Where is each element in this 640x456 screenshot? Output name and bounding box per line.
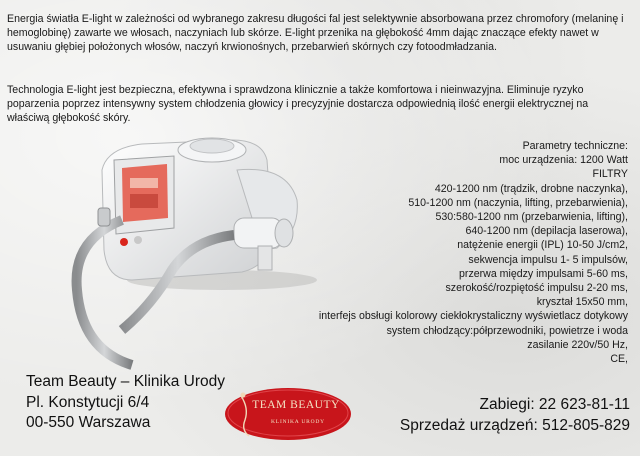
- description-paragraph-1: Energia światła E-light w zależności od wybranego zakresu długości fal jest selektywnie absorbowana przez chromofory (melaninę i hemoglobinę) zawarte we włosach, naczyniach lub skórze. E-light przenika na głębokość 4mm dając znaczące efekty nawet w usuwaniu głębiej położonych włosów, naczyń krwionośnych, przebarwień skórnych czy fotoodmładzania.: [7, 13, 624, 54]
- spec-line: szerokość/rozpiętość impulsu 2-20 ms,: [445, 282, 628, 295]
- spec-line: 420-1200 nm (trądzik, drobne naczynka),: [434, 182, 628, 195]
- spec-line: zasilanie 220v/50 Hz,: [527, 338, 628, 351]
- spec-line: FILTRY: [592, 168, 628, 181]
- clinic-address: [26, 372, 225, 434]
- street-address: Pl. Konstytucji 6/4: [26, 393, 150, 411]
- logo-subtitle: KLINIKA URODY: [271, 419, 325, 425]
- spec-line: natężenie energii (IPL) 10-50 J/cm2,: [457, 239, 628, 252]
- technical-parameters: [248, 139, 628, 366]
- spec-line: 530:580-1200 nm (przebarwienia, lifting),: [435, 211, 628, 224]
- spec-line: Parametry techniczne:: [522, 140, 628, 152]
- spec-line: 510-1200 nm (naczynia, lifting, przebarwienia),: [408, 196, 628, 209]
- contact-phones: [400, 395, 630, 436]
- spec-line: sekwencja impulsu 1- 5 impulsów,: [468, 253, 628, 266]
- spec-line: system chłodzący:półprzewodniki, powietrze i woda: [386, 324, 628, 337]
- spec-line: interfejs obsługi kolorowy ciekłokrystaliczny wyświetlacz dotykowy: [318, 310, 628, 323]
- spec-line: CE,: [610, 353, 628, 366]
- logo-badge-shape: [223, 386, 353, 442]
- spec-line: przerwa między impulsami 5-60 ms,: [459, 267, 628, 280]
- sales-phone: Sprzedaż urządzeń: 512-805-829: [399, 416, 630, 434]
- spec-line: 640-1200 nm (depilacja laserowa),: [465, 225, 628, 238]
- description-paragraph-2: Technologia E-light jest bezpieczna, efektywna i sprawdzona klinicznie a także komfortowa i nieinwazyjna. Eliminuje ryzyko poparzenia poprzez intensywny system chłodzenia głowicy i precyzyjnie dostarcza odpowiednią ilość energii elektrycznej na właściwą głębokość skóry.: [7, 84, 589, 125]
- spec-line: moc urządzenia: 1200 Watt: [499, 154, 628, 167]
- treatments-phone: Zabiegi: 22 623-81-11: [479, 396, 630, 413]
- postal-city: 00-550 Warszawa: [26, 414, 151, 431]
- clinic-name: Team Beauty – Klinika Urody: [26, 373, 226, 390]
- spec-line: kryształ 15x50 mm,: [536, 296, 628, 309]
- team-beauty-logo: [223, 386, 353, 442]
- logo-title: TEAM BEAUTY: [252, 399, 340, 411]
